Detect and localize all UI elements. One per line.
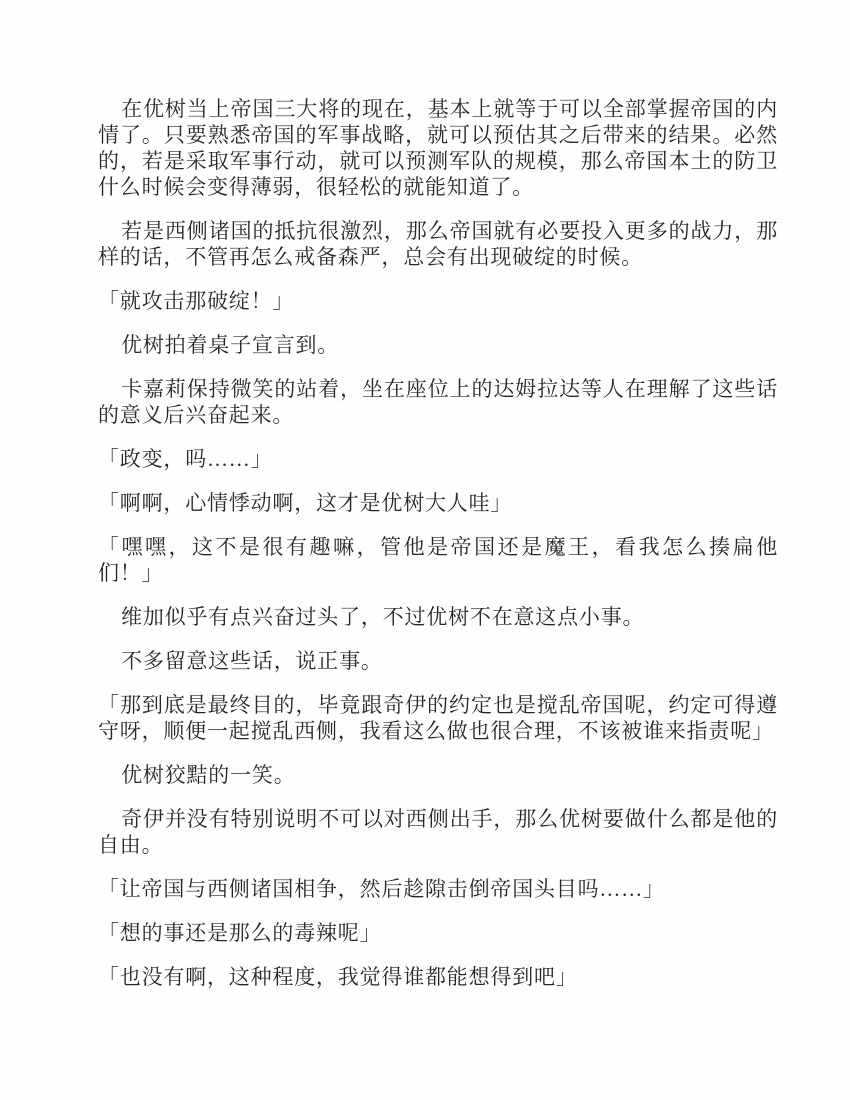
paragraph: 维加似乎有点兴奋过头了，不过优树不在意这点小事。 [121, 605, 645, 629]
paragraph: 在优树当上帝国三大将的现在，基本上就等于可以全部掌握帝国的内情了。只要熟悉帝国的军事战略，就可以预估其之后带来的结果。必然的，若是采取军事行动，就可以预测军队的规模，那么帝国本土的防卫什么时候会变得薄弱，很轻松的就能知道了。 [98, 97, 778, 199]
paragraph: 优树狡黠的一笑。 [121, 763, 296, 787]
dialogue-line: 「嘿嘿，这不是很有趣嘛，管他是帝国还是魔王，看我怎么揍扁他们！」 [98, 535, 778, 585]
dialogue-line: 「想的事还是那么的毒辣呢」 [98, 921, 382, 945]
dialogue-line: 「政变，吗……」 [98, 447, 273, 471]
dialogue-line: 「让帝国与西侧诸国相争，然后趁隙击倒帝国头目吗……」 [98, 877, 665, 901]
dialogue-line: 「那到底是最终目的，毕竟跟奇伊的约定也是搅乱帝国呢，约定可得遵守呀，顺便一起搅乱西侧，我看这么做也很合理，不该被谁来指责呢」 [98, 693, 778, 743]
paragraph: 奇伊并没有特别说明不可以对西侧出手，那么优树要做什么都是他的自由。 [98, 807, 778, 857]
paragraph: 若是西侧诸国的抵抗很激烈，那么帝国就有必要投入更多的战力，那样的话，不管再怎么戒备森严，总会有出现破绽的时候。 [98, 219, 778, 269]
paragraph: 卡嘉莉保持微笑的站着，坐在座位上的达姆拉达等人在理解了这些话的意义后兴奋起来。 [98, 377, 778, 427]
paragraph: 不多留意这些话，说正事。 [121, 649, 383, 673]
dialogue-line: 「就攻击那破绽！」 [98, 289, 295, 313]
paragraph: 优树拍着桌子宣言到。 [121, 333, 340, 357]
dialogue-line: 「也没有啊，这种程度，我觉得谁都能想得到吧」 [98, 965, 578, 989]
dialogue-line: 「啊啊，心情悸动啊，这才是优树大人哇」 [98, 491, 513, 515]
